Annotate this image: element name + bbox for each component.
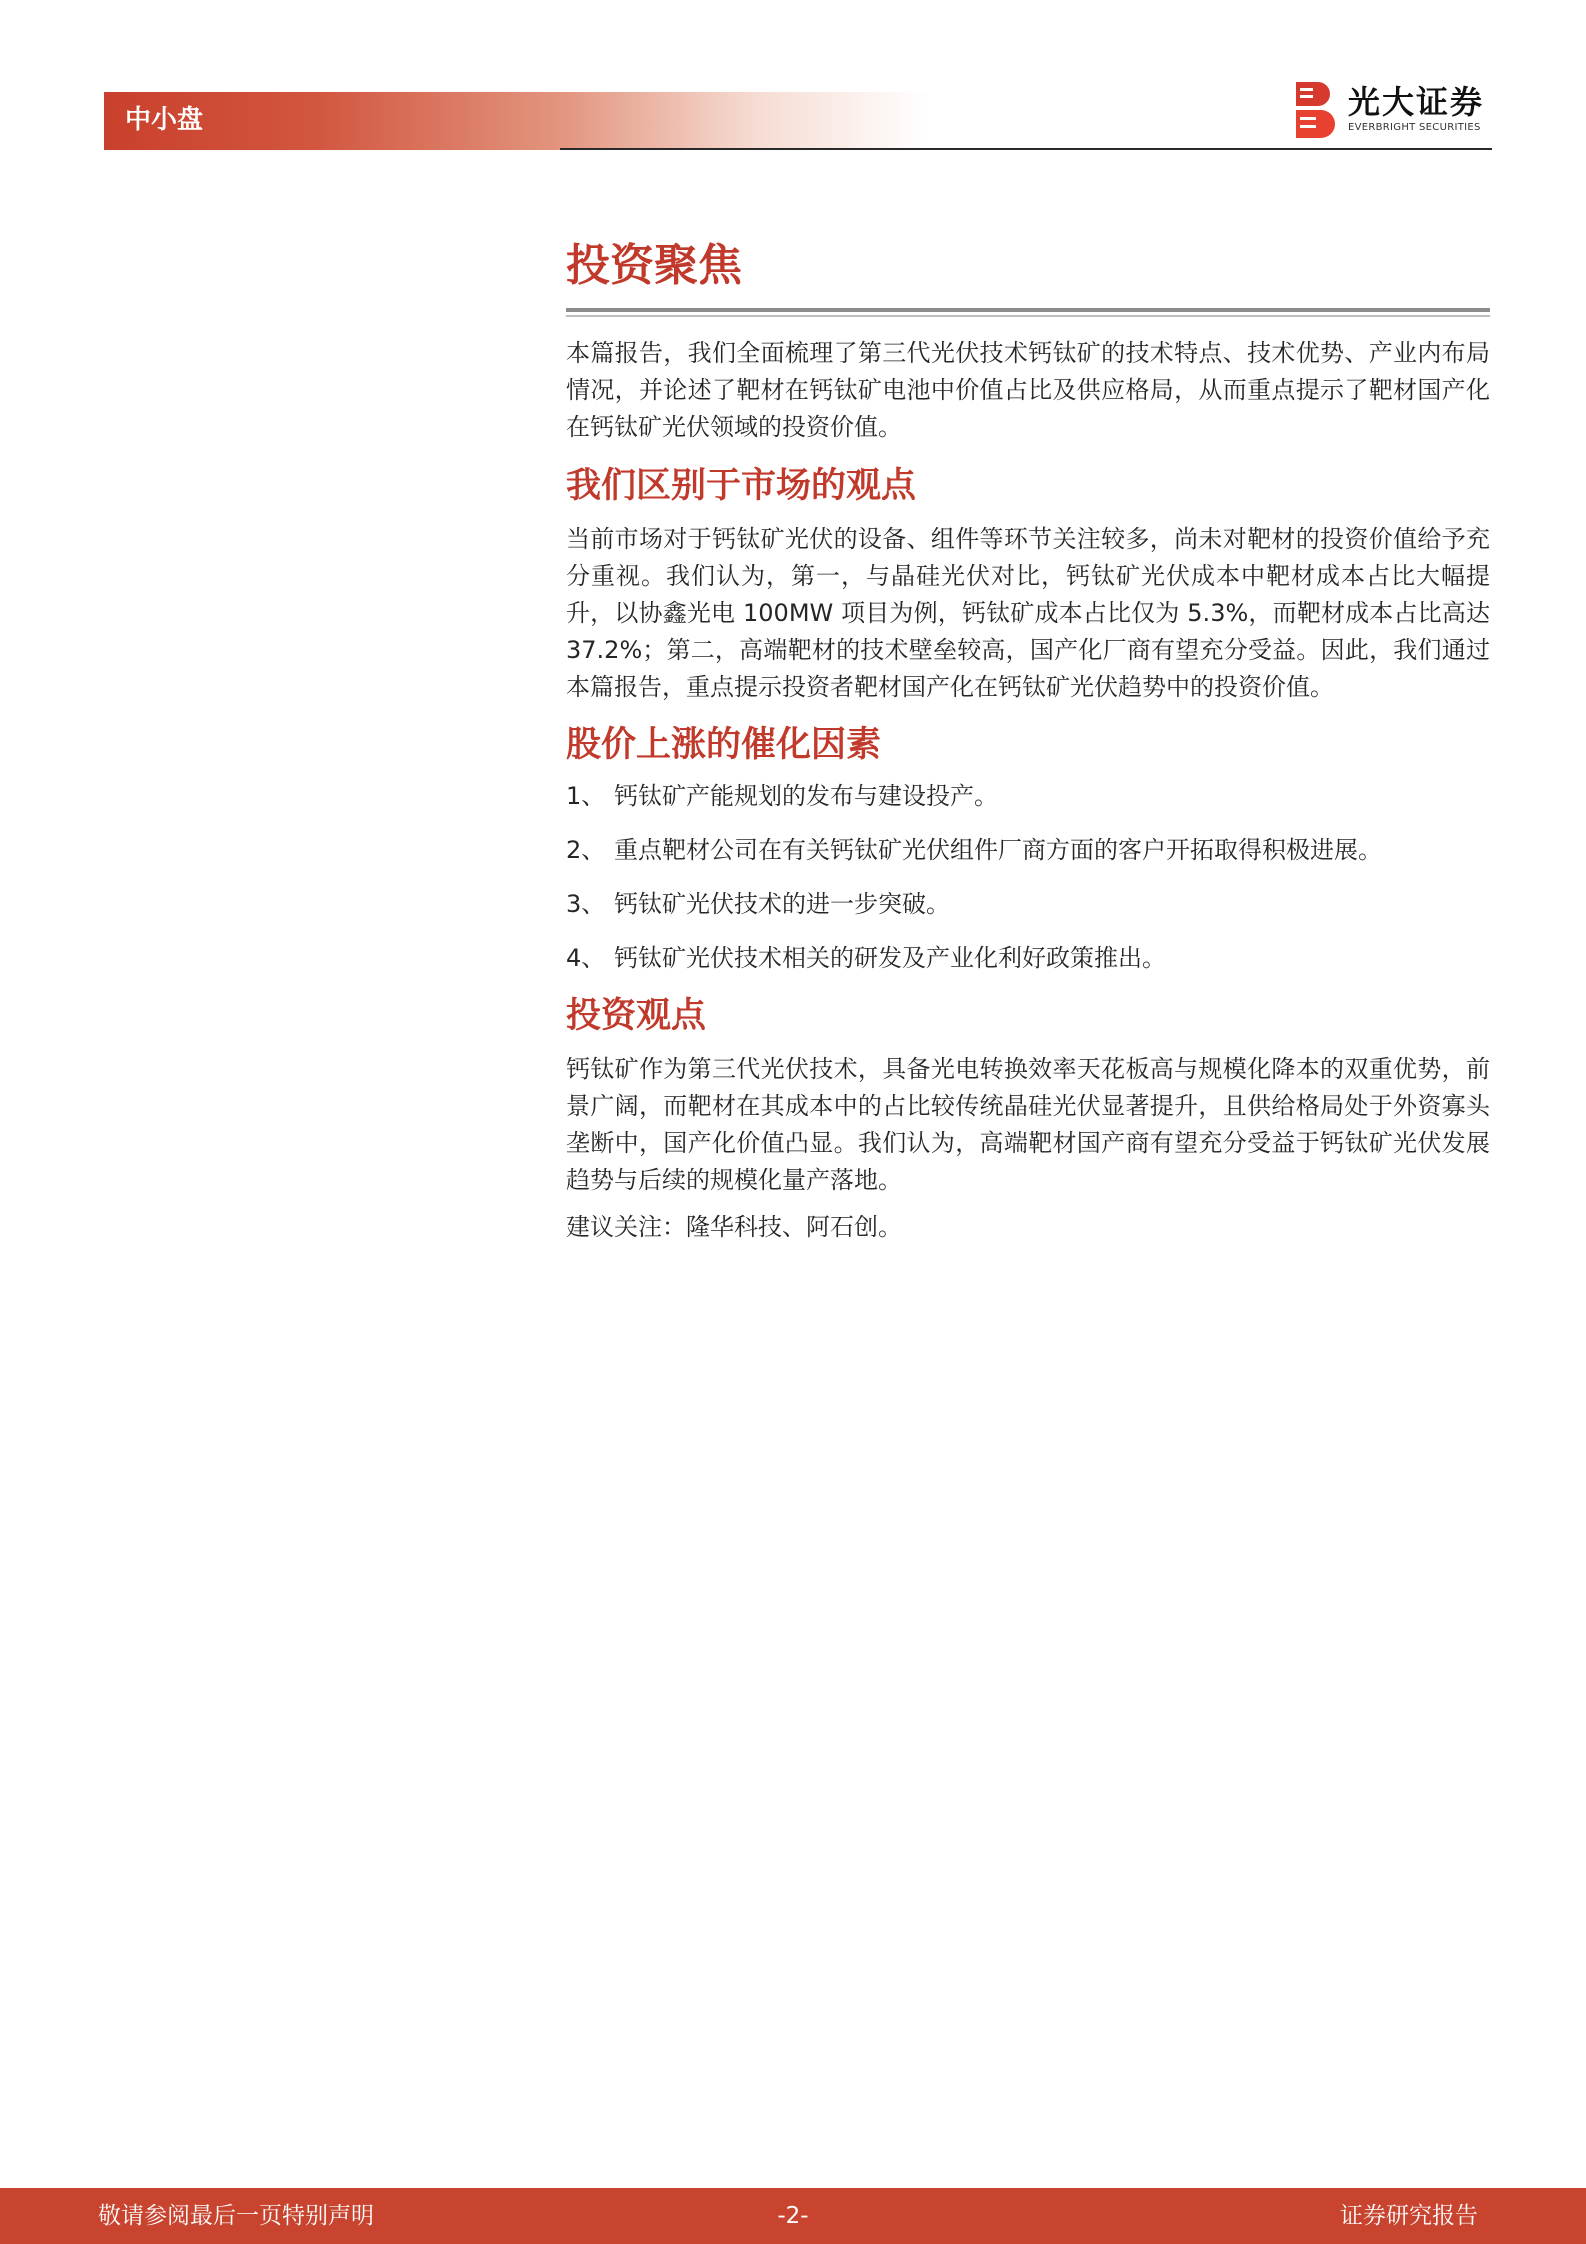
page-title: 投资聚焦 [566, 240, 742, 291]
section-heading-differentiated-view: 我们区别于市场的观点 [566, 466, 917, 506]
disclaimer-notice: 敬请参阅最后一页特别声明 [98, 2203, 374, 2229]
everbright-logo-icon [1294, 80, 1336, 140]
brand-name-cn: 光大证券 [1348, 83, 1485, 121]
investment-view-paragraph: 钙钛矿作为第三代光伏技术，具备光电转换效率天花板高与规模化降本的双重优势，前景广阔，而靶材在其成本中的占比较传统晶硅光伏显著提升，且供给格局处于外资寡头垄断中，国产化价值凸显。我们认为，高端靶材国产商有望充分受益于钙钛矿光伏发展趋势与后续的规模化量产落地。 [566, 1055, 1490, 1194]
section-label: 中小盘 [125, 105, 204, 135]
recommendation-text: 建议关注：隆华科技、阿石创。 [566, 1213, 902, 1241]
report-type: 证券研究报告 [1340, 2203, 1478, 2229]
page-number: -2- [777, 2203, 809, 2229]
section-heading-investment-view: 投资观点 [566, 996, 707, 1036]
brand-logo [1294, 78, 1494, 142]
section-heading-catalysts: 股价上涨的催化因素 [566, 725, 882, 765]
list-item: 1、 钙钛矿产能规划的发布与建设投产。 [566, 782, 998, 810]
differentiated-view-paragraph: 当前市场对于钙钛矿光伏的设备、组件等环节关注较多，尚未对靶材的投资价值给予充分重视。我们认为，第一，与晶硅光伏对比，钙钛矿光伏成本中靶材成本占比大幅提升，以协鑫光电 100MW 项目为例，钙钛矿成本占比仅为 5.3%，而靶材成本占比高达 37.2%；第二，高端靶材的技术壁垒较高，国产化厂商有望充分受益。因此，我们通过本篇报告，重点提示投资者靶材国产化在钙钛矿光伏趋势中的投资价值。 [566, 525, 1490, 701]
catalyst-list [566, 778, 1490, 977]
intro-paragraph: 本篇报告，我们全面梳理了第三代光伏技术钙钛矿的技术特点、技术优势、产业内布局情况，并论述了靶材在钙钛矿电池中价值占比及供应格局，从而重点提示了靶材国产化在钙钛矿光伏领域的投资价值。 [566, 339, 1490, 441]
title-rule [566, 308, 1490, 312]
list-item: 3、 钙钛矿光伏技术的进一步突破。 [566, 890, 950, 918]
title-rule-secondary [566, 315, 1490, 317]
header-band [104, 92, 1064, 150]
footer-bar [0, 2188, 1586, 2244]
header-rule [560, 148, 1492, 150]
brand-name-en: EVERBRIGHT SECURITIES [1348, 122, 1481, 133]
main-content [566, 236, 1490, 1246]
list-item: 2、 重点靶材公司在有关钙钛矿光伏组件厂商方面的客户开拓取得积极进展。 [566, 836, 1382, 864]
list-item: 4、 钙钛矿光伏技术相关的研发及产业化利好政策推出。 [566, 944, 1166, 972]
